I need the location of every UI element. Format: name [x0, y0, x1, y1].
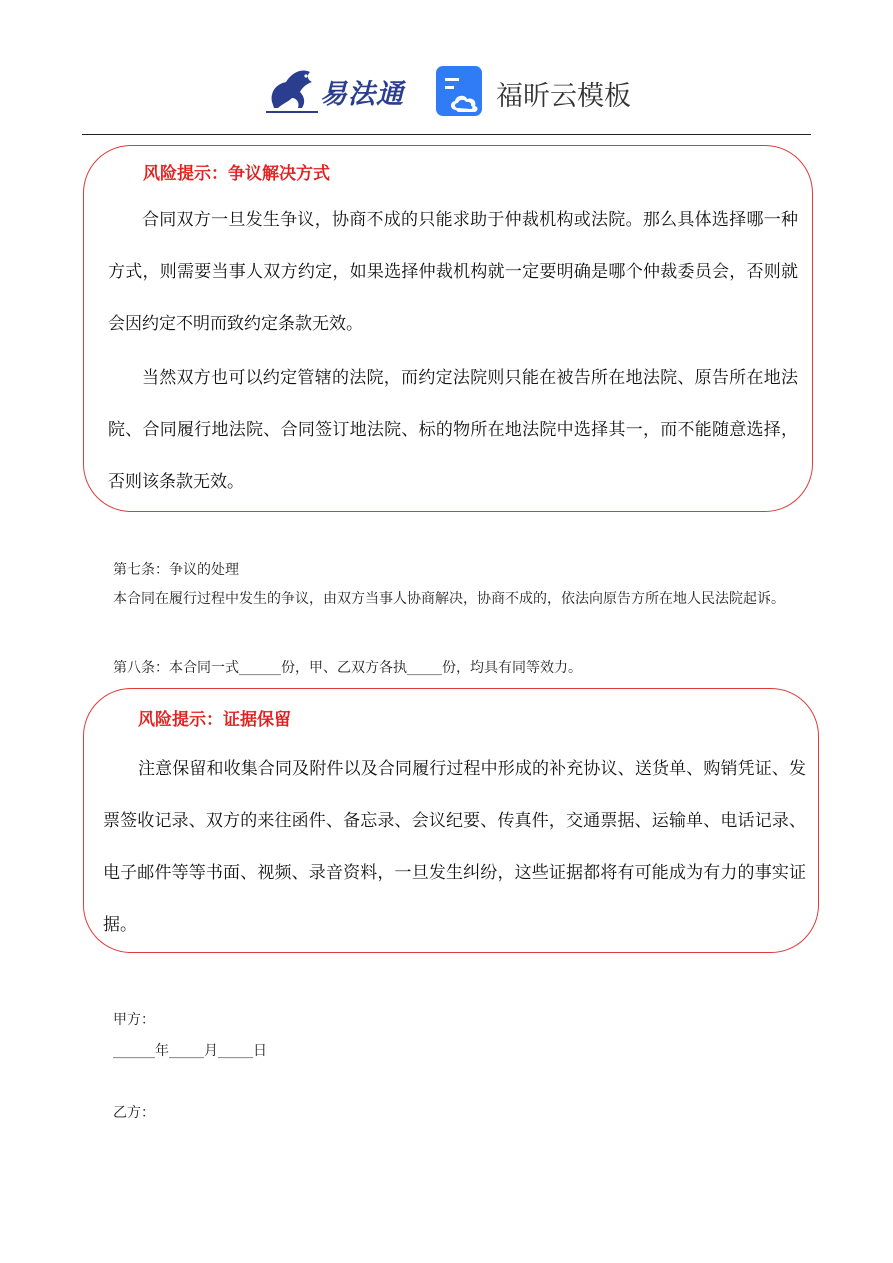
page-header: [0, 0, 893, 135]
risk-tip-paragraph-evidence: 注意保留和收集合同及附件以及合同履行过程中形成的补充协议、送货单、购销凭证、发票签收记录、双方的来往函件、备忘录、会议纪要、传真件，交通票据、运输单、电话记录、电子邮件等等书面、视频、录音资料，一旦发生纠纷，这些证据都将有可能成为有力的事实证据。: [103, 759, 806, 935]
risk-tip-paragraph-1: 合同双方一旦发生争议，协商不成的只能求助于仲裁机构或法院。那么具体选择哪一种方式，则需要当事人双方约定，如果选择仲裁机构就一定要明确是哪个仲裁委员会，否则就会因约定不明而致约定条款无效。: [108, 210, 798, 334]
risk-tip-title-evidence: 风险提示：证据保留: [138, 710, 291, 730]
article-8-text: 第八条：本合同一式______份，甲、乙双方各执_____份，均具有同等效力。: [113, 660, 582, 676]
header-divider: [82, 134, 811, 135]
logo1-text: 易法通: [320, 79, 404, 110]
yifatong-logo: [262, 62, 412, 120]
cloud-document-icon: [436, 66, 486, 116]
logo2-text: 福昕云模板: [496, 81, 631, 112]
article-7-title: 第七条：争议的处理: [113, 562, 239, 578]
risk-tip-title-dispute: 风险提示：争议解决方式: [143, 164, 330, 184]
article-7-text: 本合同在履行过程中发生的争议，由双方当事人协商解决，协商不成的，依法向原告方所在地人民法院起诉。: [113, 591, 785, 607]
date-line: ______年_____月_____日: [113, 1043, 267, 1059]
risk-tip-paragraph-2: 当然双方也可以约定管辖的法院，而约定法院则只能在被告所在地法院、原告所在地法院、合同履行地法院、合同签订地法院、标的物所在地法院中选择其一，而不能随意选择，否则该条款无效。: [108, 368, 798, 492]
party-b-label: 乙方：: [113, 1105, 155, 1121]
horse-logo-icon: [262, 62, 322, 120]
party-a-label: 甲方：: [113, 1012, 155, 1028]
